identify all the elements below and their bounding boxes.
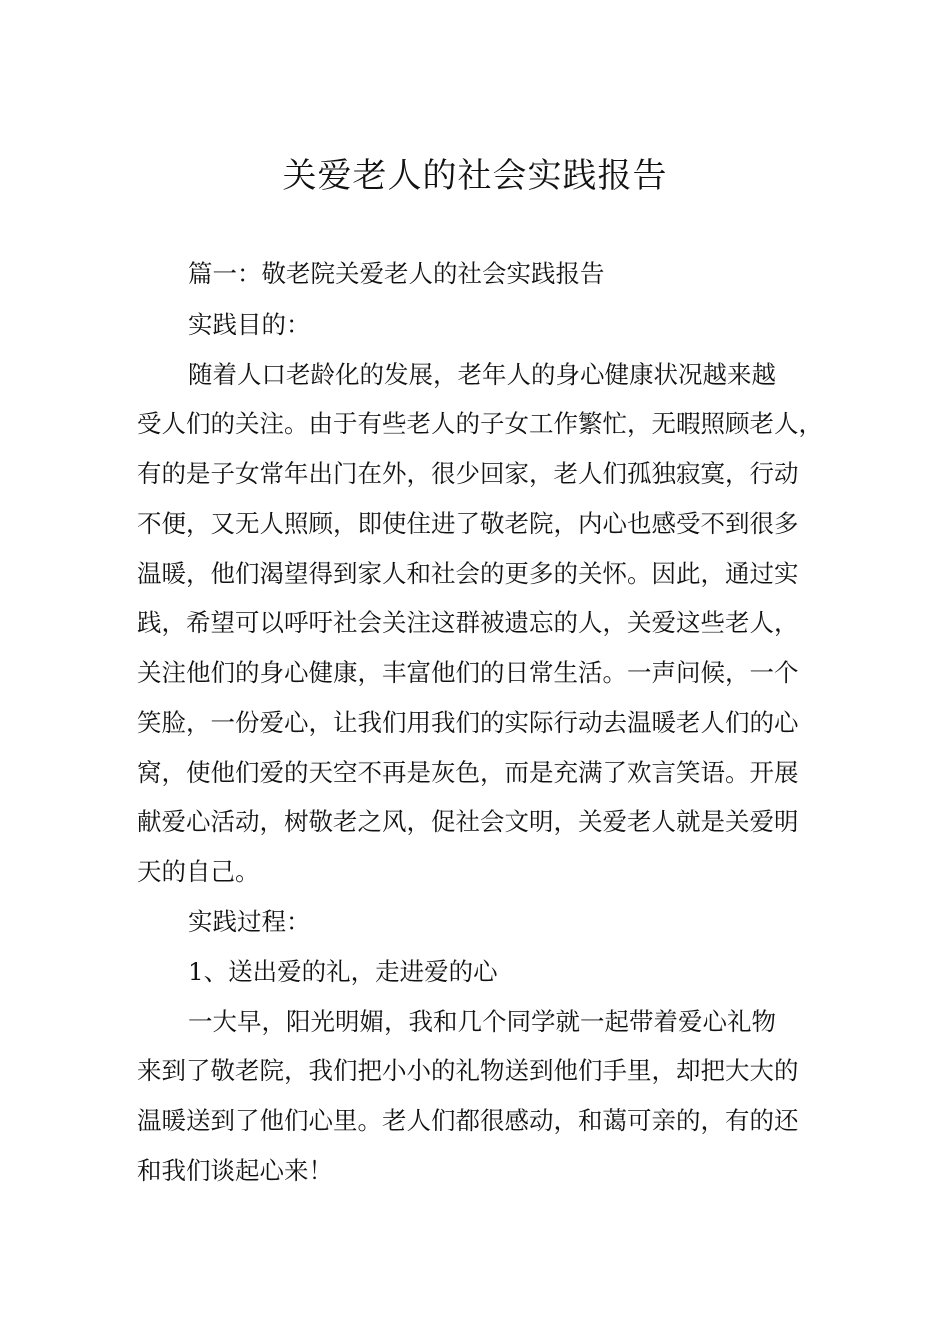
section-heading: 篇一：敬老院关爱老人的社会实践报告 xyxy=(188,259,605,288)
paragraph-line: 窝，使他们爱的天空不再是灰色，而是充满了欢言笑语。开展 xyxy=(137,758,799,787)
paragraph-line: 温暖，他们渴望得到家人和社会的更多的关怀。因此，通过实 xyxy=(137,559,799,588)
paragraph-line: 和我们谈起心来！ xyxy=(137,1156,333,1185)
paragraph-line: 随着人口老龄化的发展，老年人的身心健康状况越来越 xyxy=(188,360,776,389)
list-item-heading: 1、送出爱的礼，走进爱的心 xyxy=(188,957,498,986)
document-title: 关爱老人的社会实践报告 xyxy=(282,156,668,196)
paragraph-line: 受人们的关注。由于有些老人的子女工作繁忙，无暇照顾老人， xyxy=(137,409,823,438)
paragraph-line: 关注他们的身心健康，丰富他们的日常生活。一声问候，一个 xyxy=(137,658,799,687)
paragraph-line: 有的是子女常年出门在外，很少回家，老人们孤独寂寞，行动 xyxy=(137,459,799,488)
paragraph-line: 献爱心活动，树敬老之风，促社会文明，关爱老人就是关爱明 xyxy=(137,807,799,836)
paragraph-line: 笑脸，一份爱心，让我们用我们的实际行动去温暖老人们的心 xyxy=(137,708,799,737)
paragraph-line: 不便，又无人照顾，即使住进了敬老院，内心也感受不到很多 xyxy=(137,509,799,538)
subheading-process: 实践过程： xyxy=(188,907,311,936)
paragraph-line: 天的自己。 xyxy=(137,857,260,886)
paragraph-line: 一大早，阳光明媚，我和几个同学就一起带着爱心礼物 xyxy=(188,1007,776,1036)
paragraph-line: 践，希望可以呼吁社会关注这群被遗忘的人，关爱这些老人， xyxy=(137,608,799,637)
subheading-purpose: 实践目的： xyxy=(188,310,311,339)
paragraph-line: 来到了敬老院，我们把小小的礼物送到他们手里，却把大大的 xyxy=(137,1056,799,1085)
paragraph-line: 温暖送到了他们心里。老人们都很感动，和蔼可亲的，有的还 xyxy=(137,1106,799,1135)
